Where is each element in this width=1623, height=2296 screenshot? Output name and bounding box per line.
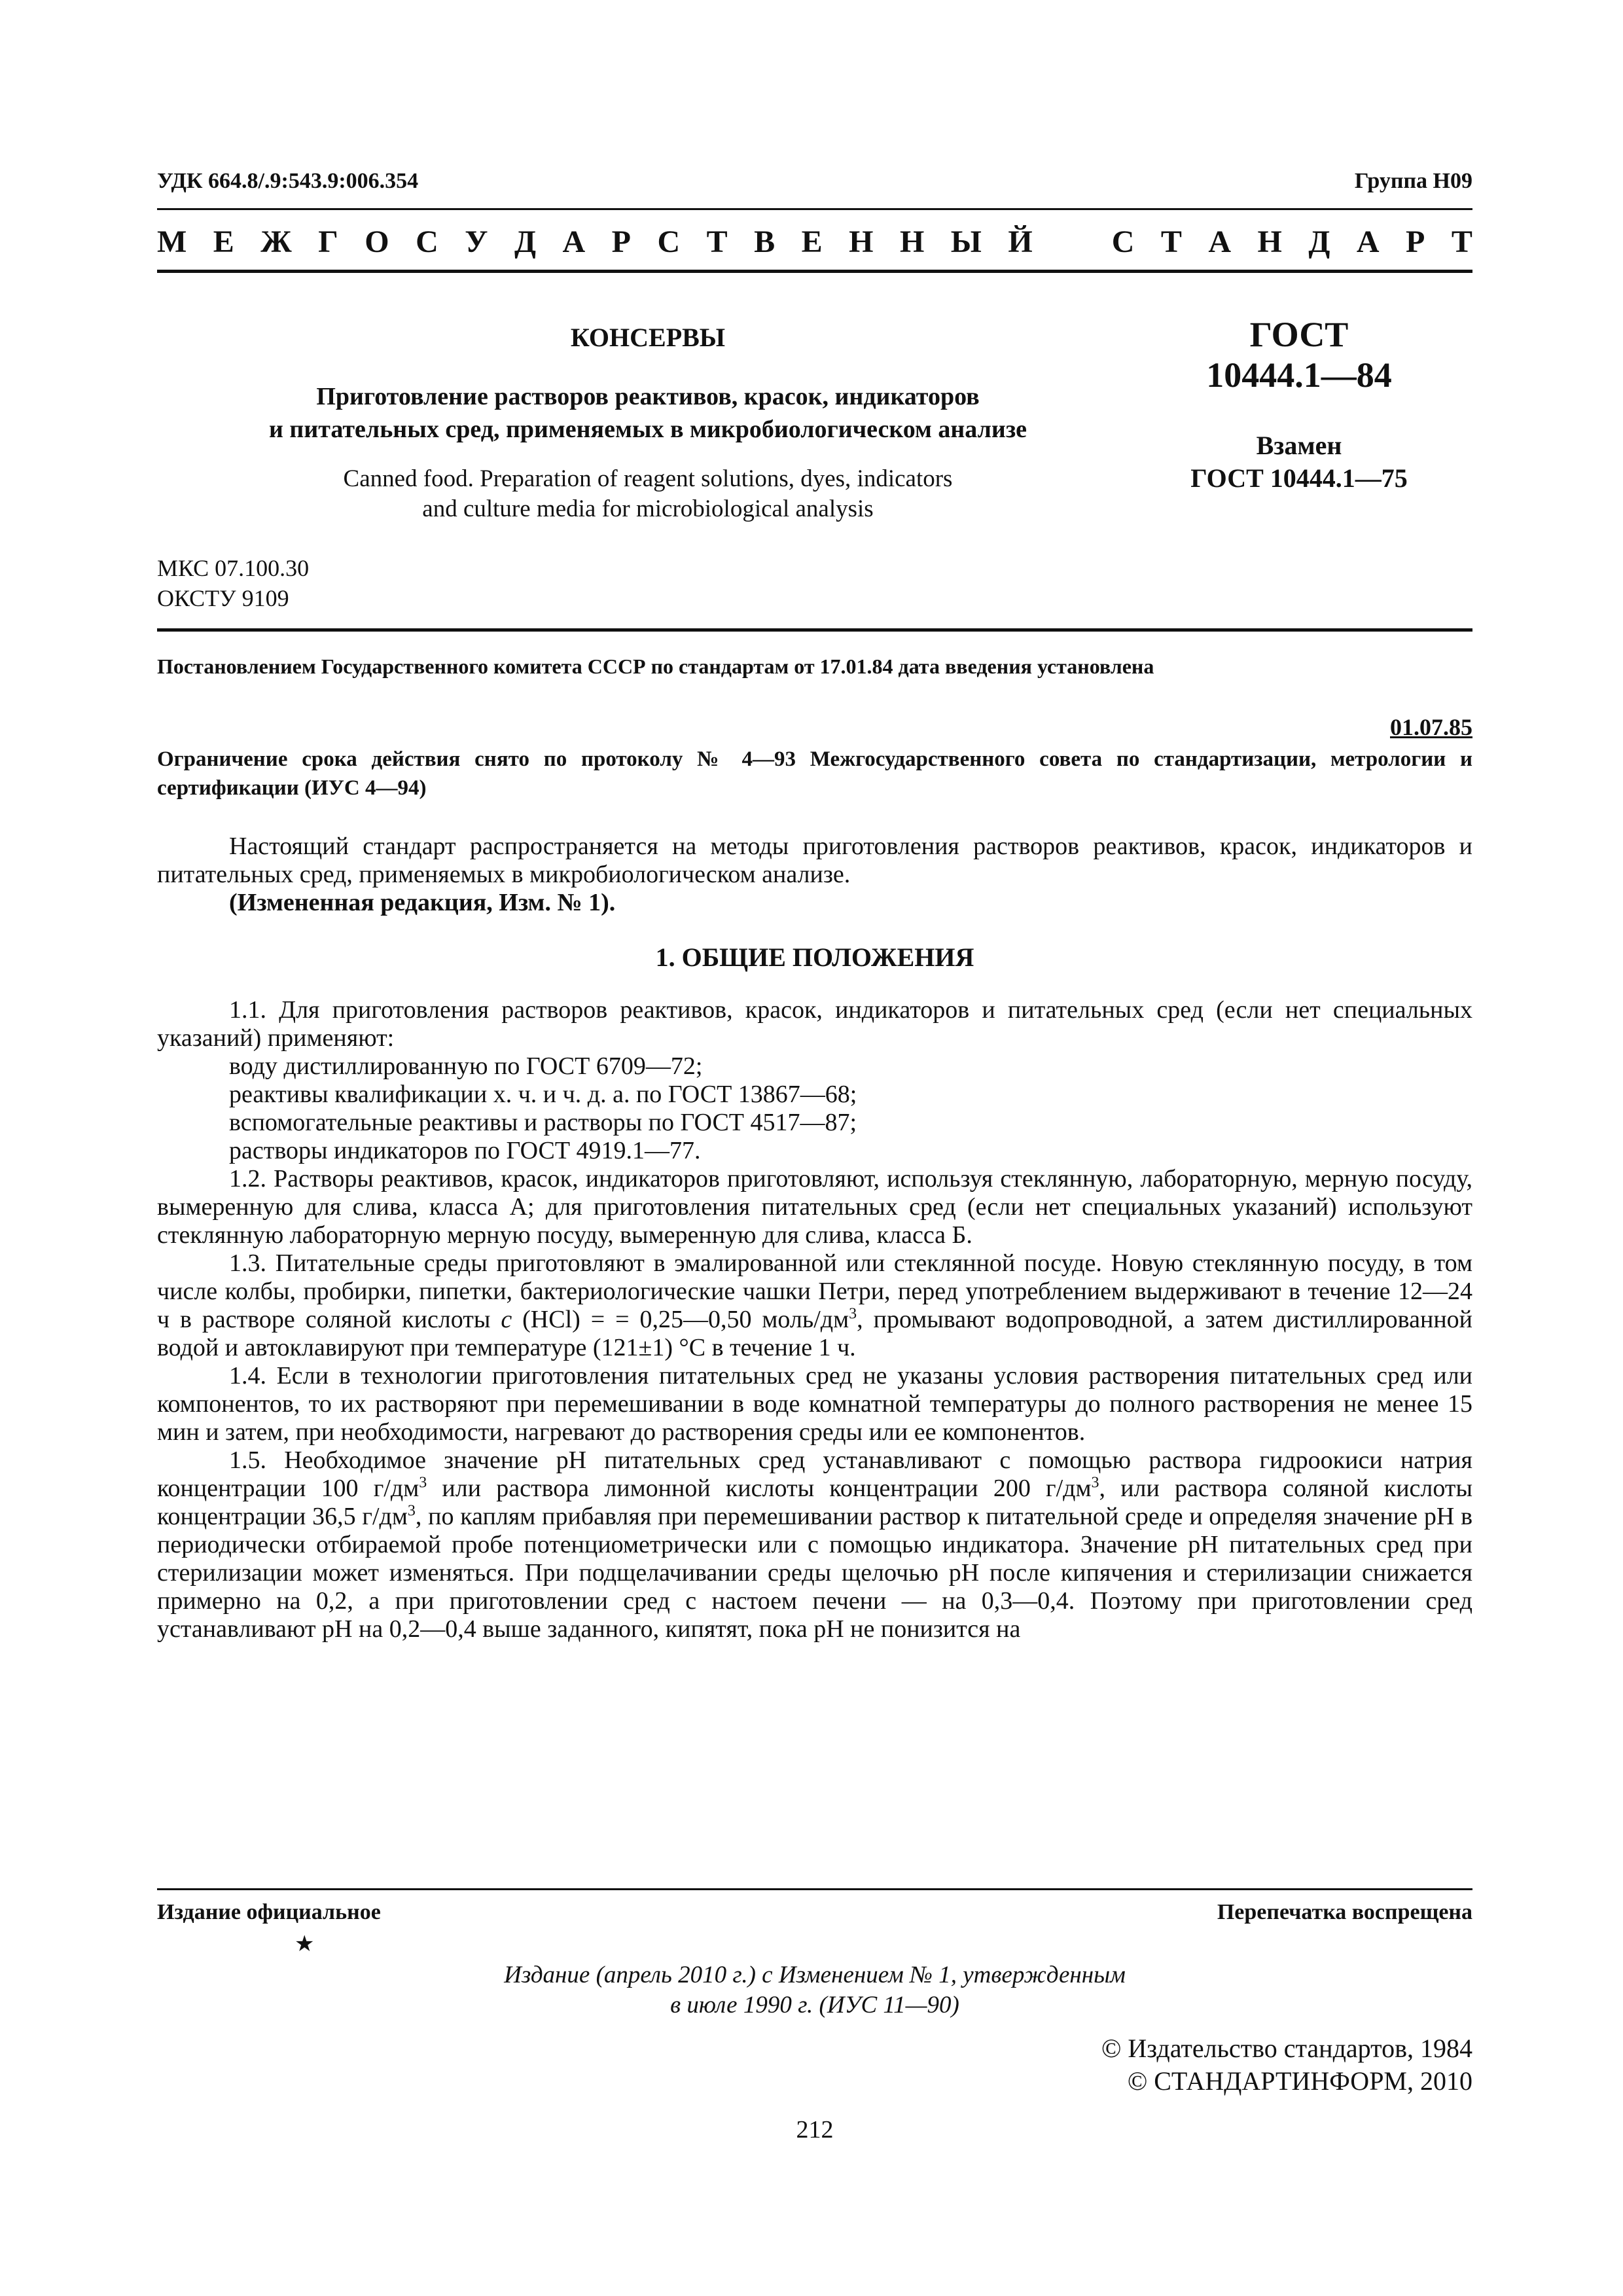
top-rule <box>157 208 1472 210</box>
list-item: вспомогательные реактивы и растворы по ГОСТ 4517—87; <box>229 1109 857 1136</box>
document-title: КОНСЕРВЫ <box>570 323 726 352</box>
clause-1-1: 1.1. Для приготовления растворов реактивов, красок, индикаторов и питательных сред (если нет специальных указаний) применяют: <box>157 996 1472 1052</box>
page-number: 212 <box>796 2116 834 2144</box>
group-code: Группа Н09 <box>1354 169 1472 193</box>
intro-paragraph: Настоящий стандарт распространяется на методы приготовления растворов реактивов, красок, индикаторов и питательных сред, применяемых в микробиологическом анализе. <box>157 833 1472 888</box>
resolution-text: Постановлением Государственного комитета СССР по стандартам от 17.01.84 дата введения установлена <box>157 655 1154 678</box>
list-item: растворы индикаторов по ГОСТ 4919.1—77. <box>229 1137 701 1164</box>
clause-1-5: 1.5. Необходимое значение pH питательных сред устанавливают с помощью раствора гидроокиси натрия концентрации 100 $г/дм^3$ или раствора лимонной кислоты концентрации 200 $г/дм^3$, или раствора соляной кислоты концентрации 36,5 $г/дм^3$, по каплям прибавляя при перемешивании раствор к питательной среде и определяя значение pH в периодически отбираемой пробе потенциометрически или с помощью индикатора. Значение pH питательных сред при стерилизации может изменяться. При подщелачивании среды щелочью pH после кипячения и стерилизации снижается примерно на 0,2, а при приготовлении сред с настоем печени — на 0,3—0,4. Поэтому при приготовлении сред устанавливают pH на 0,2—0,4 выше заданного, кипятят, пока pH не понизится на <box>157 1446 1473 1643</box>
classification-codes: МКС 07.100.30 ОКСТУ 9109 <box>157 555 310 611</box>
document-subtitle: Приготовление растворов реактивов, красок, индикаторов и питательных сред, применяемых в микробиологическом анализе <box>269 383 1027 443</box>
replaced-gost-number: ГОСТ 10444.1—75 <box>1190 463 1408 493</box>
change-note: (Измененная редакция, Изм. № 1). <box>229 889 616 916</box>
list-item: реактивы квалификации х. ч. и ч. д. а. по ГОСТ 13867—68; <box>229 1081 857 1108</box>
limitation-note: Ограничение срока действия снято по протоколу № 4—93 Межгосударственного совета по стандартизации, метрологии и сертификации (ИУС 4—94) <box>157 747 1472 800</box>
clause-1-2: 1.2. Растворы реактивов, красок, индикаторов приготовляют, используя стеклянную, лабораторную, мерную посуду, вымеренную для слива, класса А; для приготовления питательных сред (если нет специальных указаний) используют стеклянную лабораторную мерную посуду, вымеренную для слива, класса Б. <box>157 1165 1472 1249</box>
udk-code: УДК 664.8/.9:543.9:006.354 <box>157 169 419 193</box>
list-item: воду дистиллированную по ГОСТ 6709—72; <box>229 1052 703 1080</box>
title-block <box>157 322 1139 524</box>
document-page <box>157 0 1472 2296</box>
english-title: Canned food. Preparation of reagent solutions, dyes, indicators and culture media for microbiological analysis <box>343 465 953 522</box>
star-icon: ★ <box>294 1932 315 1956</box>
banner-rule <box>157 270 1472 273</box>
gost-designation: ГОСТ 10444.1—84 Взамен ГОСТ 10444.1—75 <box>1158 314 1440 495</box>
edition-note: Издание (апрель 2010 г.) с Изменением № 1, утвержденным в июле 1990 г. (ИУС 11—90) <box>504 1962 1126 2018</box>
copyright-block: © Издательство стандартов, 1984 © СТАНДАРТИНФОРМ, 2010 <box>1101 2034 1472 2096</box>
clause-1-4: 1.4. Если в технологии приготовления питательных сред не указаны условия растворения питательных сред или компонентов, то их растворяют при перемешивании в воде комнатной температуры до полного растворения не менее 15 мин и затем, при необходимости, нагревают до растворения среды или ее компонентов. <box>157 1362 1472 1446</box>
section-heading: 1. ОБЩИЕ ПОЛОЖЕНИЯ <box>655 942 974 972</box>
reprint-prohibited-label: Перепечатка воспрещена <box>1217 1900 1472 1924</box>
gost-number: 10444.1—84 <box>1206 355 1392 395</box>
standard-banner: М Е Ж Г О С У Д А Р С Т В Е Н Н Ы Й С Т А Н Д А Р Т <box>157 224 1472 259</box>
middle-rule <box>157 628 1472 632</box>
footer-rule <box>157 1888 1472 1890</box>
official-edition-label: Издание официальное <box>157 1900 381 1924</box>
clause-1-3: 1.3. Питательные среды приготовляют в эмалированной или стеклянной посуде. Новую стеклянную посуду, в том числе колбы, пробирки, пипетки, бактериологические чашки Петри, перед употреблением выдерживают в течение 12—24 ч в растворе соляной кислоты c (HCl) = = 0,25—0,50 моль/$дм^3$, промывают водопроводной, а затем дистиллированной водой и автоклавируют при температуре (121±1) °С в течение 1 ч. <box>157 1249 1473 1361</box>
introduction-date: 01.07.85 <box>1390 714 1472 740</box>
document-body <box>157 833 1472 1643</box>
